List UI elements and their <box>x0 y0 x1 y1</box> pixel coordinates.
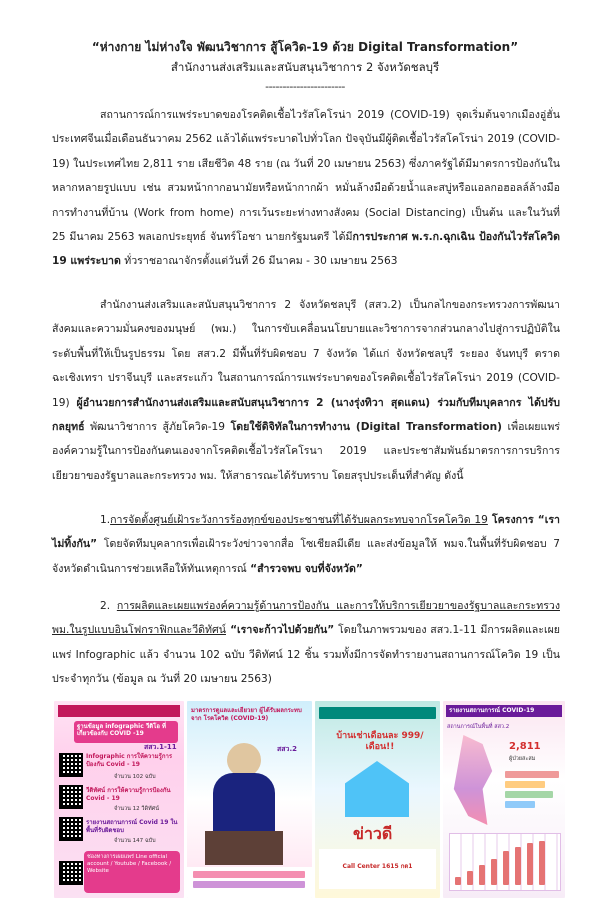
relief-measures-image <box>187 701 312 898</box>
image-d-total: ผู้ป่วยสะสม <box>509 756 536 762</box>
page-title: “ห่างกาย ไม่ห่างใจ พัฒนวิชาการ สู้โควิด-19 ด้วย Digital Transformation” <box>91 40 519 54</box>
image-c-call: Call Center 1615 กด1 <box>319 849 436 889</box>
image-a-item3-count: จำนวน 147 ฉบับ <box>114 838 156 844</box>
paragraph-1: สถานการณ์การแพร่ระบาดของโรคติดเชื้อไวรัสโคโรน่า 2019 (COVID-19) จุดเริ่มต้นจากเมืองอู่ฮั่น ประเทศจีนเมื่อเดือนธันวาคม 2562 แล้วได้แพร่ระบาดไปทั่วโลก ปัจจุบันมีผู้ติดเชื้อไวรัสโคโรน่า 2019 (COVID-19) ในประเทศไทย 2,811 ราย เสียชีวิต 48 ราย (ณ วันที่ 20 เมษายน 2563) ซึ่งภาครัฐได้มีมาตรการป้องกันในหลากหลายรูปแบบ เช่น สวมหน้ากากอนามัยหรือหน้ากากผ้า หมั่นล้างมือด้วยน้ำและสบู่หรือแอลกอฮอลล์ล้างมือ การทำงานที่บ้าน (Work from home) การเว้นระยะห่างทางสังคม (Social Distancing) เป็นต้น และในวันที่ 25 มีนาคม 2563 พลเอกประยุทธ์ จันทร์โอชา นายกรัฐมนตรี ได้มีการประกาศ พ.ร.ก.ฉุกเฉิน ป้องกันไวรัสโควิด 19 แพร่ระบาด ทั่วราชอาณาจักรตั้งแต่วันที่ 26 มีนาคม - 30 เมษายน 2563 <box>52 109 560 268</box>
speaker-head-icon <box>227 743 261 777</box>
covid-report-image <box>443 701 565 898</box>
infographic-gallery <box>54 701 565 898</box>
infographic-database-image <box>54 701 184 898</box>
image-d-title: รายงานสถานการณ์ COVID-19 <box>446 705 562 717</box>
paragraph-3: 1.การจัดตั้งศูนย์เฝ้าระวังการร้องทุกข์ของประชาชนที่ได้รับผลกระทบจากโรคโควิด 19 โครงการ “เราไม่ทิ้งกัน” โดยจัดทีมบุคลากรเพื่อเฝ้าระวังข่าวจากสื่อ โซเชียลมีเดีย และส่งข้อมูลให้ พมจ.ในพื้นที่รับผิดชอบ 7 จังหวัดดำเนินการช่วยเหลือให้ทันเหตุการณ์ “สำรวจพบ จบที่จังหวัด” <box>52 514 561 575</box>
thailand-map-icon <box>449 735 497 825</box>
image-a-contact: ช่องทางการเผยแพร่ Line official account / Youtube / Facebook / Website <box>84 851 180 893</box>
page-subtitle: สำนักงานส่งเสริมและสนับสนุนวิชาการ 2 จังหวัดชลบุรี <box>170 60 440 74</box>
podium-icon <box>205 831 283 865</box>
image-a-item2: วีดิทัศน์ การให้ความรู้การป้องกัน Covid - 19 <box>86 787 171 802</box>
image-a-item1-count: จำนวน 102 ฉบับ <box>114 774 156 780</box>
image-a-header: ฐานข้อมูล infographic วีดิโอ ที่เกี่ยวข้องกับ COVID -19 <box>74 721 178 743</box>
image-banner <box>58 705 180 717</box>
house-icon <box>345 761 409 817</box>
qr-code-icon <box>59 753 83 777</box>
divider-line: ----------------------- <box>265 80 345 93</box>
paragraph-4: 2. การผลิตและเผยแพร่องค์ความรู้ด้านการป้องกัน และการให้บริการเยียวยาของรัฐบาลและกระทรวง พม.ในรูปแบบอินโฟกราฟิกและวีดิทัศน์ “เราจะก้าวไปด้วยกัน” โดยในภาพรวมของ สสว.1-11 มีการผลิตและเผยแพร่ Infographic แล้ว จำนวน 102 ฉบับ วีดิทัศน์ 12 ชิ้น รวมทั้งมีการจัดทำรายงานสถานการณ์โควิด 19 เป็นประจำทุกวัน (ข้อมูล ณ วันที่ 20 เมษายน 2563) <box>52 600 560 686</box>
image-d-sub: สถานการณ์ในพื้นที่ สสว.2 <box>447 724 510 730</box>
rent-news-image <box>315 701 440 898</box>
image-c-news: ข่าวดี <box>353 824 393 843</box>
image-a-item3: รายงานสถานการณ์ Covid 19 ในพื้นที่รับผิดชอบ <box>86 819 178 834</box>
image-a-item1: Infographic การให้ความรู้การป้องกัน Covid - 19 <box>86 753 173 768</box>
image-a-org: สสว.1-11 <box>144 743 177 751</box>
qr-code-icon <box>59 785 83 809</box>
image-b-title: มาตรการดูแลและเยียวยา ผู้ได้รับผลกระทบจาก โรคโควิด (COVID-19) <box>191 707 302 722</box>
image-d-number: 2,811 <box>509 741 541 752</box>
image-a-item2-count: จำนวน 12 วีดิทัศน์ <box>114 806 159 812</box>
qr-code-icon <box>59 861 83 885</box>
paragraph-2: สำนักงานส่งเสริมและสนับสนุนวิชาการ 2 จังหวัดชลบุรี (สสว.2) เป็นกลไกของกระทรวงการพัฒนาสังคมและความมั่นคงของมนุษย์ (พม.) ในการขับเคลื่อนนโยบายและวิชาการจากส่วนกลางไปสู่การปฏิบัติในระดับพื้นที่ให้เป็นรูปธรรม โดย สสว.2 มีพื้นที่รับผิดชอบ 7 จังหวัด ได้แก่ จังหวัดชลบุรี ระยอง จันทบุรี ตราด ฉะเชิงเทรา ปราจีนบุรี และสระแก้ว ในสถานการณ์การแพร่ระบาดของโรคติดเชื้อไวรัสโคโรน่า 2019 (COVID-19) ผู้อำนวยการสำนักงานส่งเสริมและสนับสนุนวิชาการ 2 (นางรุ่งทิวา สุดแดน) ร่วมกับทีมบุคลากร ได้ปรับกลยุทธ์ พัฒนาวิชาการ สู้ภัยโควิด-19 โดยใช้ดิจิทัลในการทำงาน (Digital Transformation) เพื่อเผยแพร่องค์ความรู้ในการป้องกันตนเองจากโรคติดเชื้อไวรัสโคโรนา 2019 และประชาสัมพันธ์มาตรการการบริการเยียวยาของรัฐบาลและกระทรวง พม. ให้สาธารณะได้รับทราบ โดยสรุปประเด็นที่สำคัญ ดังนี้ <box>52 299 560 482</box>
image-b-org: สสว.2 <box>277 745 298 753</box>
qr-code-icon <box>59 817 83 841</box>
image-c-banner: บ้านเช่าเดือนละ 999/เดือน!! <box>336 731 424 752</box>
